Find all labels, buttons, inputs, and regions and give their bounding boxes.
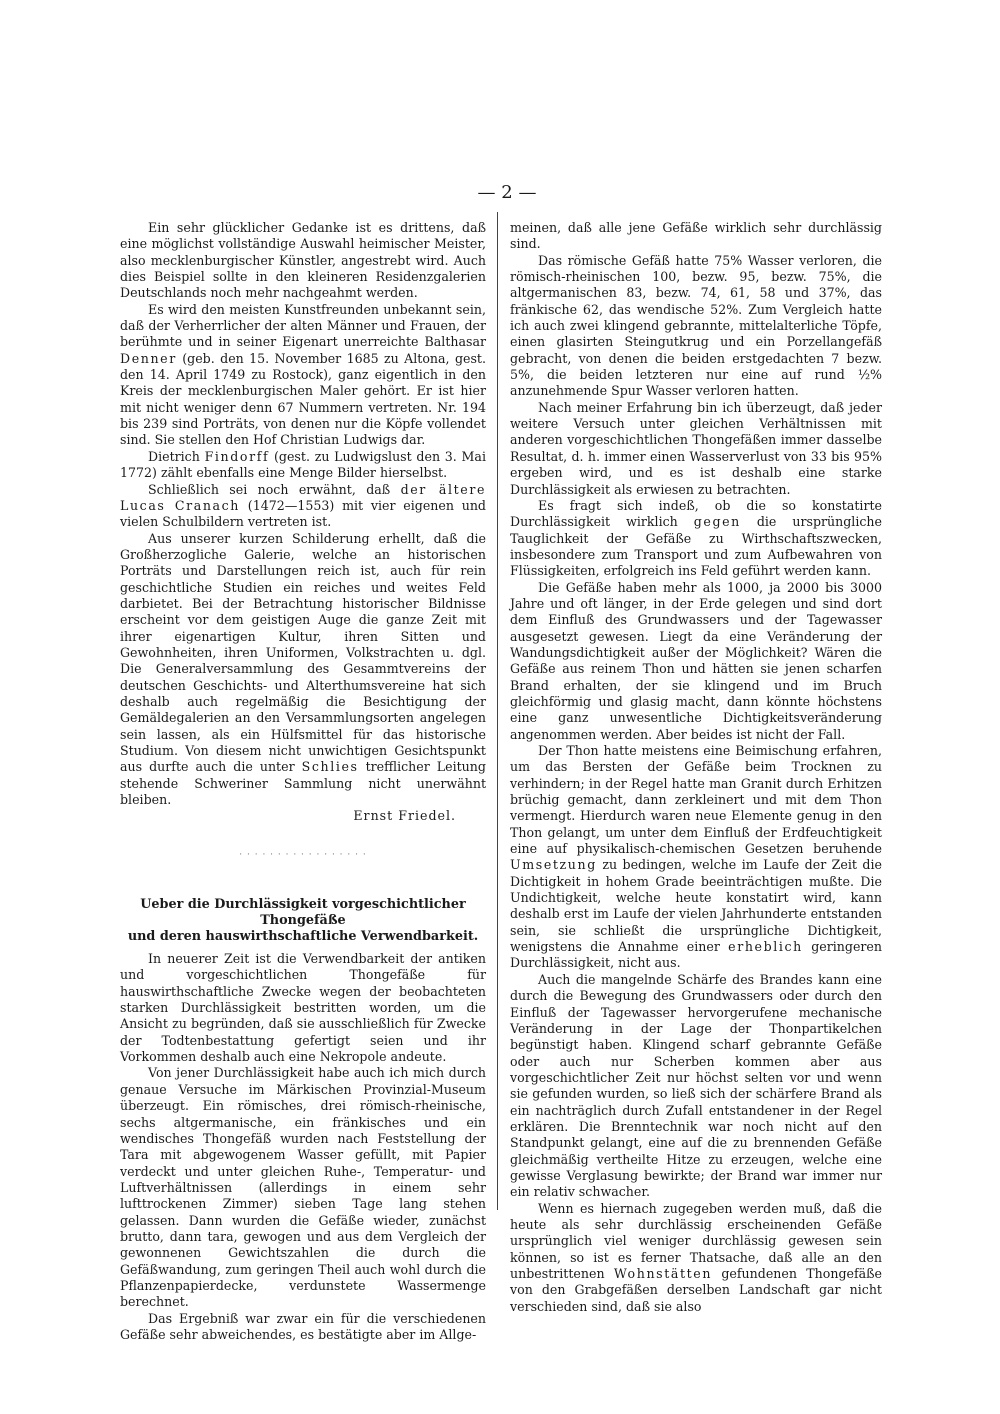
right-column	[510, 220, 882, 1315]
heading-line: Ueber die Durchlässigkeit vorgeschichtlicher Thongefäße	[140, 897, 466, 929]
text-run: Es wird den meisten Kunstfreunden unbekannt sein, daß der Verherrlicher der alten Männer und Frauen, der berühmte und in seiner Eigenart unerreichte Balthasar	[120, 301, 486, 350]
paragraph	[510, 1201, 882, 1315]
paragraph: Von jener Durchlässigkeit habe auch ich mich durch genaue Versuche im Märkischen Provinzial-Museum überzeugt. Ein römisches, drei römisch-rheinische, sechs altgermanische, ein fränkisches und ein wendisches Thongefäß wurden nach Feststellung der Tara mit abgewogenem Wasser gefüllt, mit Papier verdeckt und unter gleichen Ruhe-, Temperatur- und Luftverhältnissen (allerdings in einem sehr lufttrockenen Zimmer) sieben Tage lang stehen gelassen. Dann wurden die Gefäße wieder, zunächst brutto, dann tara, gewogen und aus dem Vergleich der gewonnenen Gewichtszahlen die durch die Gefäßwandung, zum geringen Theil auch wohl durch die Pflanzenpapierdecke, verdunstete Wassermenge berechnet.	[120, 1065, 486, 1310]
column-divider	[497, 212, 498, 1210]
paragraph: Das Ergebniß war zwar ein für die verschiedenen Gefäße sehr abweichendes, es bestätigte aber im Allge-	[120, 1310, 486, 1342]
text-run: Dietrich	[148, 448, 200, 464]
text-run: zu bedingen, welche im Laufe der Zeit die Dichtigkeit in hohem Grade beeinträchtigen mußte. Die Undichtigkeit, welche heute konstatirt wird, kann deshalb erst im Laufe der vielen Jahrhunderte entstanden sein, sie schließt die ursprüngliche Dichtigkeit, wenigstens die Annahme einer	[510, 857, 882, 955]
article-heading	[120, 897, 486, 945]
paragraph	[120, 531, 486, 809]
paragraph	[510, 743, 882, 972]
paragraph	[510, 498, 882, 580]
text-run: die ursprüngliche Tauglichkeit der Gefäße zu Wirthschaftszwecken, insbesondere zum Transport und zum Aufbewahren von Flüssigkeiten, erfolgreich ins Feld geführt werden kann.	[510, 514, 882, 579]
paragraph: meinen, daß alle jene Gefäße wirklich sehr durchlässig sind.	[510, 220, 882, 252]
text-run: (gest. zu Ludwigslust den 3. Mai 1772) zählt ebenfalls eine Menge Bilder hierselbst.	[120, 448, 486, 481]
heading-line: und deren hauswirthschaftliche Verwendbarkeit.	[127, 929, 479, 945]
paragraph	[120, 449, 486, 482]
paragraph	[120, 482, 486, 531]
emphasis: Umsetzung	[510, 857, 597, 873]
emphasis: Wohnstätten	[613, 1266, 713, 1281]
paragraph: Nach meiner Erfahrung bin ich überzeugt, daß jeder weitere Versuch unter gleichen Verhältnissen mit anderen vorgeschichtlichen Thongefäßen immer dasselbe Resultat, d. h. immer einen Wasserverlust von 33 bis 95% ergeben wird, und es ist deshalb eine starke Durchlässigkeit als erwiesen zu betrachten.	[510, 399, 882, 497]
text-run: (geb. den 15. November 1685 zu Altona, gest. den 14. April 1749 zu Rostock), ganz eigentlich in den Kreis der mecklenburgischen Maler gehört. Er ist hier mit nicht weniger denn 67 Nummern vertreten. Nr. 194 bis 239 sind Porträts, von denen nur die Köpfe vollendet sind. Sie stellen den Hof Christian Ludwigs dar.	[120, 350, 486, 448]
text-run: geringeren Durchlässigkeit, nicht aus.	[510, 939, 882, 971]
paragraph: Ein sehr glücklicher Gedanke ist es drittens, daß eine möglichst vollständige Auswahl heimischer Meister, also mecklenburgischer Künstler, angestrebt wird. Auch dies Beispiel sollte in den kleineren Residenzgalerien Deutschlands noch mehr nachgeahmt werden.	[120, 220, 486, 301]
text-run: Schließlich sei noch erwähnt, daß	[148, 481, 391, 497]
paragraph: In neuerer Zeit ist die Verwendbarkeit der antiken und vorgeschichtlichen Thongefäße für hauswirthschaftliche Zwecke wegen der beobachteten starken Durchlässigkeit bestritten worden, um die Ansicht zu begründen, daß sie ausschließlich für Zwecke der Todtenbestattung gefertigt seien und ihr Vorkommen deshalb auch eine Nekropole andeute.	[120, 951, 486, 1065]
paragraph: Auch die mangelnde Schärfe des Brandes kann eine durch die Bewegung des Grundwassers oder durch den Einfluß der Tagewasser hervorgerufene mechanische Veränderung in der Lage der Thonpartikelchen begünstigt haben. Klingend scharf gebrannte Gefäße oder auch nur Scherben kommen aber aus vorgeschichtlicher Zeit nur höchst selten vor und wenn sie gefunden wurden, so ließ sich der schärfere Brand als ein nachträglich durch Zufall entstandener in der Regel erklären. Die Brenntechnik war noch nicht auf den Standpunkt gelangt, eine auf die zu brennenden Gefäße gleichmäßig vertheilte Hitze zu erzeugen, welche eine gewisse Verglasung bewirkte; der Brand war immer nur ein relativ schwacher.	[510, 971, 882, 1200]
paragraph: Die Gefäße haben mehr als 1000, ja 2000 bis 3000 Jahre und oft länger, in der Erde gelegen und sind dort dem Einfluß des Grundwassers und der Tagewasser ausgesetzt gewesen. Liegt da eine Veränderung der Wandungsdichtigkeit außer der Möglichkeit? Wären die Gefäße aus reinem Thon und hätten sie jenen scharfen Brand erhalten, der sie klingend und im Bruch gleichförmig und glasig macht, dann könnte höchstens eine ganz unwesentliche Dichtigkeitsveränderung angenommen werden. Aber beides ist nicht der Fall.	[510, 579, 882, 742]
person-name: Schlies	[301, 759, 359, 775]
text-run: Wenn es hiernach zugegeben werden muß, daß die heute als sehr durchlässig erscheinenden Gefäße ursprünglich viel weniger durchlässig gewesen sein können, so ist es ferner Thatsache, daß alle an den unbestrittenen	[510, 1200, 882, 1281]
text-run: gefundenen Thongefäße von den Grabgefäßen derselben Landschaft gar nicht verschieden sind, daß sie also	[510, 1266, 882, 1314]
text-run: Aus unserer kurzen Schilderung erhellt, daß die Großherzogliche Galerie, welche an historischen Porträts und Darstellungen reich ist, auch für rein geschichtliche Studien ein reiches und weites Feld darbietet. Bei der Betrachtung historischer Bildnisse erscheint vor dem geistigen Auge die ganze Zeit mit ihrer eigenartigen Kultur, ihren Sitten und Gewohnheiten, ihren Uniformen, Volkstrachten u. dgl. Die Generalversammlung des Gesammtvereins der deutschen Geschichts- und Alterthumsvereine hat sich deshalb auch regelmäßig die Besichtigung der Gemäldegalerien an den Versammlungsorten angelegen sein lassen, als ein Hülfsmittel für das historische Studium. Von diesem nicht unwichtigen Gesichtspunkt aus durfte auch die unter	[120, 530, 486, 775]
author-signature: Ernst Friedel.	[353, 808, 456, 824]
page-number: — 2 —	[477, 182, 537, 203]
person-name: Denner	[120, 350, 177, 366]
text-run: Der Thon hatte meistens eine Beimischung erfahren, um das Bersten der Gefäße beim Trocknen zu verhindern; in der Regel hatte man Granit durch Erhitzen brüchig gemacht, dann zerkleinert und mit dem Thon vermengt. Hierdurch waren neue Elemente genug in den Thon gelangt, um unter dem Einfluß der Erdfeuchtigkeit eine auf physikalisch-chemischen Gesetzen beruhende	[510, 743, 882, 857]
person-name: Findorff	[204, 448, 270, 464]
paragraph: Das römische Gefäß hatte 75% Wasser verloren, die römisch-rheinischen 100, bezw. 95, bezw. 75%, die altgermanischen 83, bezw. 74, 61, 58 und 37%, das fränkische 62, das wendische 52%. Zum Vergleich hatte ich auch zwei klingend gebrannte, mittelalterliche Töpfe, einen glasirten Steingutkrug und ein Porzellangefäß gebracht, von denen die beiden erstgedachten 7 bezw. 5%, die beiden letzteren nur eine auf rund ½% anzunehmende Spur Wasser verloren hatten.	[510, 252, 882, 399]
section-ornament: · · · · · · · · · · · · · · · · ·	[239, 849, 367, 860]
text-run: Es fragt sich indeß, ob die so konstatirte Durchlässigkeit wirklich	[510, 497, 882, 530]
text-run: (1472—1553) mit vier eigenen und vielen Schulbildern vertreten ist.	[120, 497, 486, 530]
emphasis: gegen	[693, 514, 741, 530]
person-name: der ältere Lucas Cranach	[120, 481, 486, 513]
emphasis: erheblich	[728, 939, 803, 955]
paragraph	[120, 302, 486, 449]
text-run: trefflicher Leitung stehende Schweriner Sammlung nicht unerwähnt bleiben.	[120, 759, 486, 808]
left-column	[120, 220, 486, 1343]
